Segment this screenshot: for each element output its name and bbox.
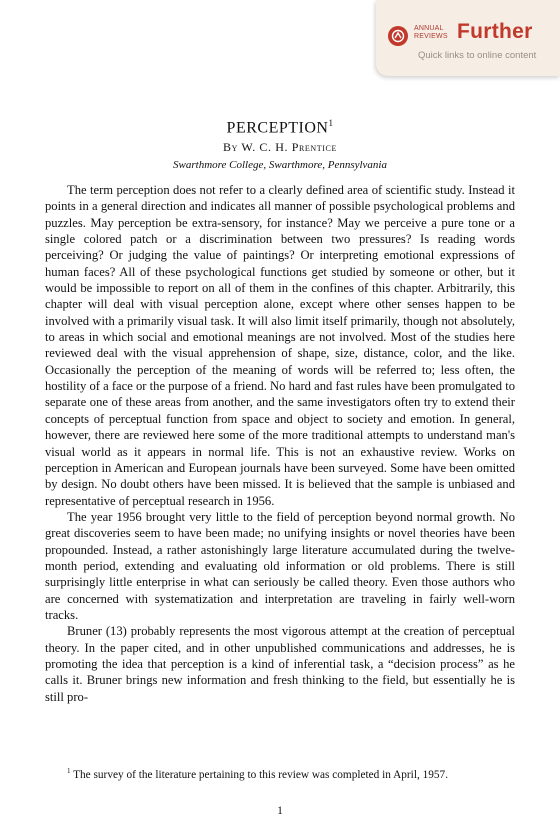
- paragraph: The term perception does not refer to a clearly defined area of scientific study. Instead it points in a general direction and indicates all manner of possible psychological problems and puzzles. May perception be extra-sensory, for instance? May we perceive a pure tone or a single colored patch or a discrimination between two pressures? Is reading words perceiving? Or judging the value of paintings? Or interpreting emotional expressions of human faces? All of these psychological functions get studied by someone or other, but it would be impossible to report on all of them in the confines of this chapter. Arbitrarily, this chapter will deal with visual perception alone, except where other senses happen to be involved with a primarily visual task. It will also limit itself primarily, though not absolutely, to areas in which social and emotional meanings are not involved. Most of the studies here reviewed deal with the visual apprehension of shape, size, distance, color, and the like. Occasionally the perception of the meaning of words will be referred to; less often, the hostility of a face or the purpose of a friend. No hard and fast rules have been promulgated to separate one of these areas from another, and the same investigators often try to extend their concepts of perceptual function from space and object to society and emotion. In general, however, there are reviewed here some of the more traditional attempts to understand man's visual world as it appears in normal life. This is not an exhaustive review. Works on perception in American and European journals have been surveyed. Some have been omitted by design. No doubt others have been missed. It is believed that the sample is unbiased and representative of perceptual research in 1956.: [45, 183, 515, 508]
- title-footnote-mark[interactable]: 1: [328, 118, 334, 128]
- footnote-text: The survey of the literature pertaining to this review was completed in April, 1957.: [73, 768, 449, 781]
- further-quick-links-banner[interactable]: [376, 0, 560, 76]
- wordmark-line2: REVIEWS: [414, 33, 448, 40]
- author-affiliation: Swarthmore College, Swarthmore, Pennsylvania: [173, 159, 387, 171]
- footnote-mark: 1: [67, 767, 71, 775]
- author-byline: By W. C. H. Prentice: [223, 140, 337, 154]
- article-title-text: PERCEPTION: [226, 119, 329, 137]
- footnote: [45, 764, 515, 783]
- quick-links-subtitle[interactable]: Quick links to online content: [418, 50, 537, 61]
- further-label[interactable]: Further: [457, 20, 533, 43]
- wordmark-line1: ANNUAL: [414, 25, 444, 32]
- annual-reviews-wordmark: [414, 25, 458, 41]
- paragraph: Bruner (13) probably represents the most vigorous attempt at the creation of perceptual theory. In the paper cited, and in other unpublished communications and addresses, he is promoting the idea that perception is a kind of inferential task, a “decision process” as he calls it. Bruner brings new information and fresh thinking to the field, but essentially he is still pro-: [45, 624, 515, 704]
- article-title: [45, 118, 515, 137]
- paragraph: The year 1956 brought very little to the field of perception beyond normal growth. No great discoveries seem to have been made; no unifying insights or novel theories have been propounded. Instead, a rather astonishingly large literature accumulated during the twelve-month period, extending and evaluating old information or old problems. There is still surprisingly little enterprise in what can seriously be called theory. Even those authors who are concerned with systematization and interpretation are traveling in fairly well-worn tracks.: [45, 509, 515, 622]
- page-number: 1: [277, 805, 283, 817]
- annual-reviews-logo-icon: [388, 26, 408, 46]
- article-body: [45, 182, 515, 705]
